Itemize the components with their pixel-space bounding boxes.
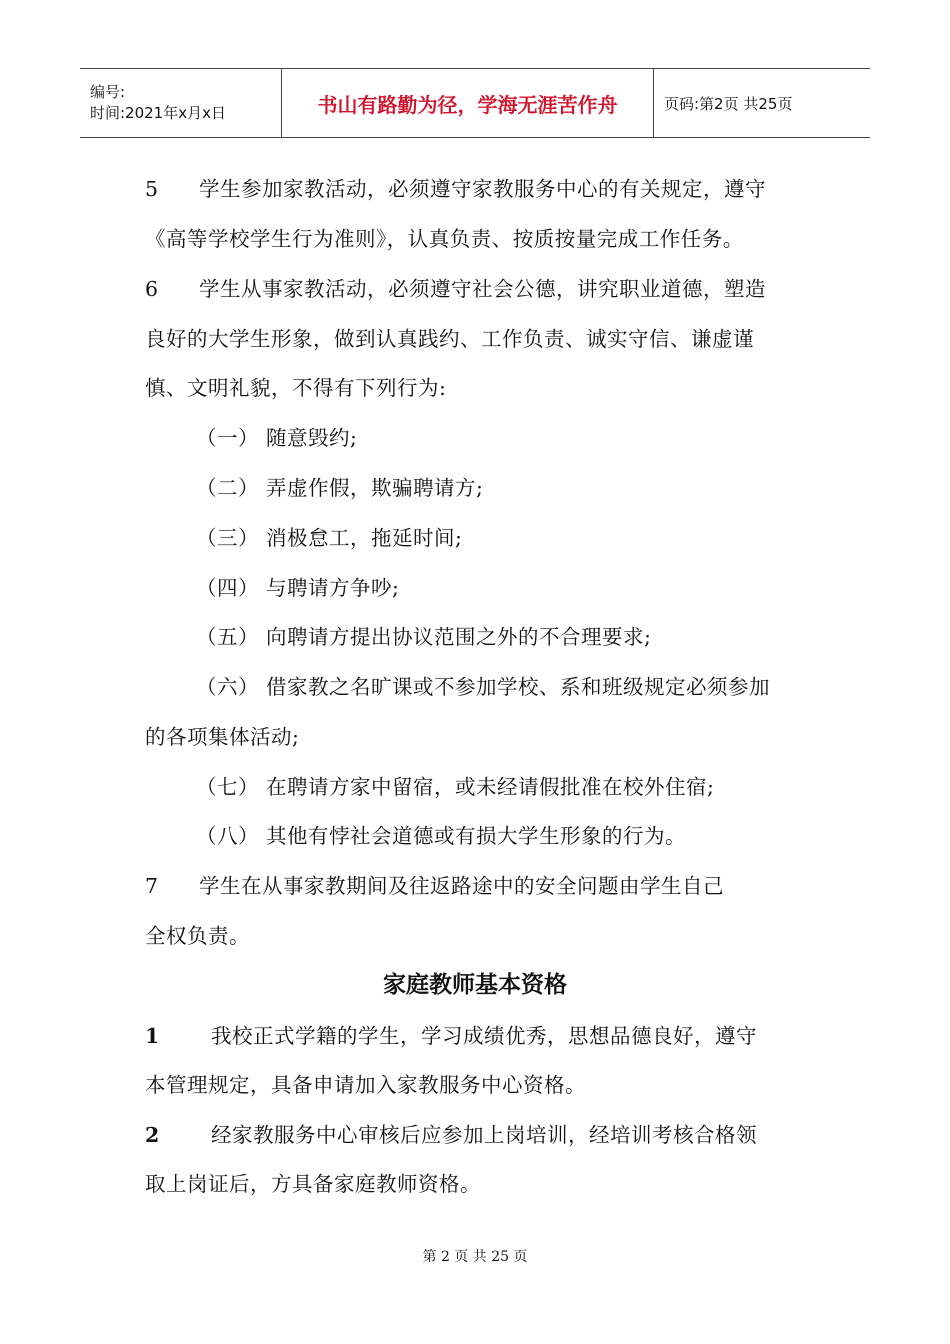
item-6-line-1 xyxy=(145,272,766,302)
header-right-cell xyxy=(654,69,870,137)
item-7-number: 7 xyxy=(145,874,159,898)
header-middle-cell xyxy=(282,69,654,137)
sub-item-6-line-1: （六） 借家教之名旷课或不参加学校、系和班级规定必须参加 xyxy=(196,675,771,699)
item-7-text: 学生在从事家教期间及往返路途中的安全问题由学生自己 xyxy=(199,874,724,898)
item-6-line-3: 慎、文明礼貌，不得有下列行为: xyxy=(145,376,447,400)
document-time-label: 时间:2021年x月x日 xyxy=(90,104,226,122)
item-6-number: 6 xyxy=(145,277,159,301)
sub-item-4: （四） 与聘请方争吵; xyxy=(196,576,400,600)
page-header xyxy=(80,68,870,138)
page-footer: 第 2 页 共 25 页 xyxy=(422,1249,528,1265)
item-5-number: 5 xyxy=(145,177,159,201)
sub-item-8: （八） 其他有悖社会道德或有损大学生形象的行为。 xyxy=(196,824,687,848)
section-title: 家庭教师基本资格 xyxy=(383,972,567,998)
qualification-2-line-2: 取上岗证后，方具备家庭教师资格。 xyxy=(145,1172,481,1196)
qualification-1-text: 我校正式学籍的学生，学习成绩优秀，思想品德良好，遵守 xyxy=(211,1024,757,1048)
qualification-1-line-1 xyxy=(145,1019,757,1049)
item-5-line-2: 《高等学校学生行为准则》，认真负责、按质按量完成工作任务。 xyxy=(145,227,744,251)
qualification-2-line-1 xyxy=(145,1118,757,1148)
qualification-1-line-2: 本管理规定，具备申请加入家教服务中心资格。 xyxy=(145,1073,586,1097)
qualification-1-number: 1 xyxy=(145,1024,160,1048)
qualification-2-number: 2 xyxy=(145,1123,160,1147)
sub-item-6-line-2: 的各项集体活动; xyxy=(145,725,300,749)
sub-item-1: （一） 随意毁约; xyxy=(196,426,358,450)
header-left-cell xyxy=(80,69,282,137)
sub-item-5: （五） 向聘请方提出协议范围之外的不合理要求; xyxy=(196,625,652,649)
item-6-line-2: 良好的大学生形象，做到认真践约、工作负责、诚实守信、谦虚谨 xyxy=(145,327,754,351)
sub-item-2: （二） 弄虚作假，欺骗聘请方; xyxy=(196,476,484,500)
item-7-line-2: 全权负责。 xyxy=(145,924,250,948)
sub-item-7: （七） 在聘请方家中留宿，或未经请假批准在校外住宿; xyxy=(196,775,715,799)
item-7-line-1 xyxy=(145,869,724,899)
sub-item-3: （三） 消极怠工，拖延时间; xyxy=(196,526,463,550)
header-motto: 书山有路勤为径，学海无涯苦作舟 xyxy=(317,92,618,117)
qualification-2-text: 经家教服务中心审核后应参加上岗培训，经培训考核合格领 xyxy=(211,1123,757,1147)
item-6-text: 学生从事家教活动，必须遵守社会公德，讲究职业道德，塑造 xyxy=(199,277,766,301)
document-number-label: 编号: xyxy=(90,83,126,101)
item-5-text: 学生参加家教活动，必须遵守家教服务中心的有关规定，遵守 xyxy=(199,177,766,201)
item-5-line-1 xyxy=(145,172,766,202)
header-page-info: 页码:第2页 共25页 xyxy=(664,94,793,113)
